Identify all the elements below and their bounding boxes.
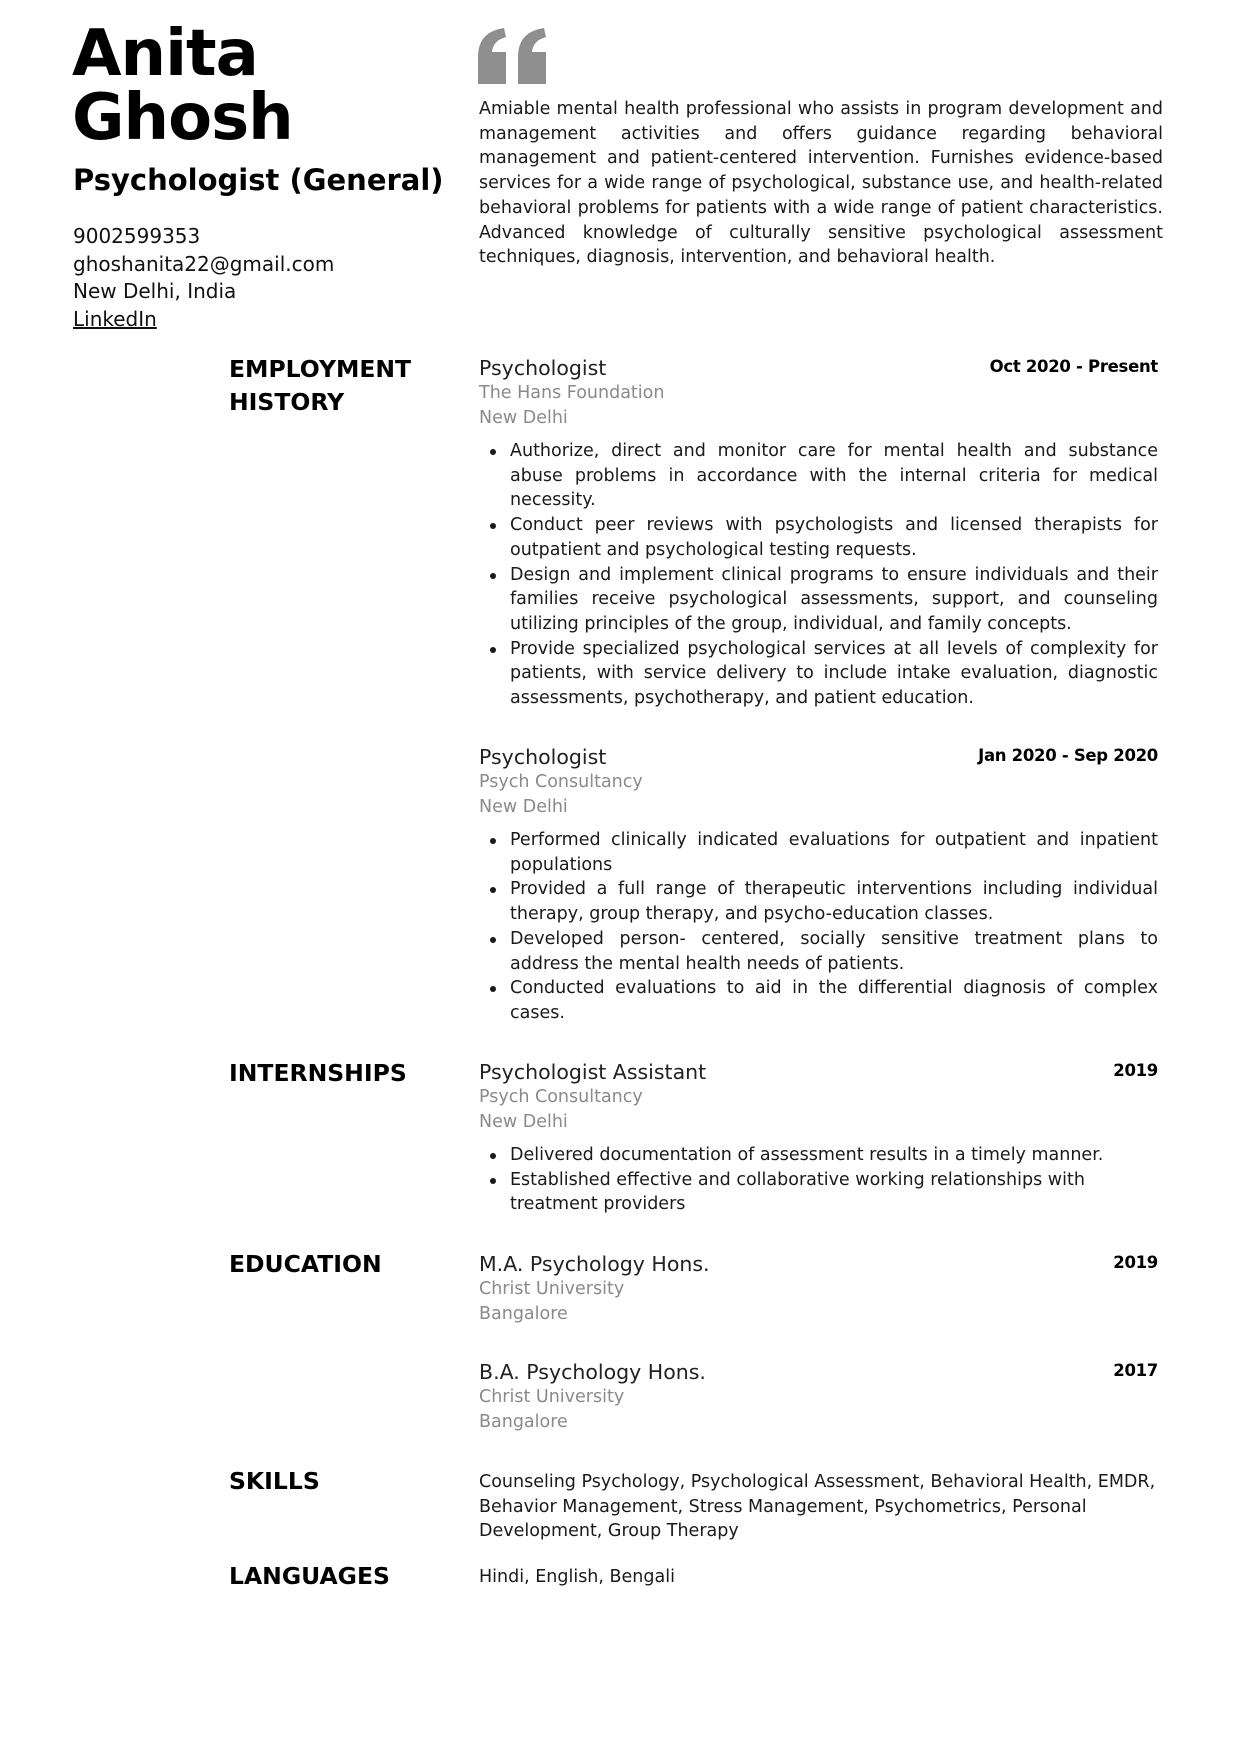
- contact-info: [73, 223, 334, 333]
- job-responsibilities: [479, 828, 1158, 1026]
- candidate-name: [72, 17, 293, 155]
- list-item: Design and implement clinical programs to ensure individuals and their families receive psychological assessments, support, and counseling utilizing principles of the group, individual, and family concepts.: [479, 563, 1158, 637]
- education-section-title: EDUCATION: [229, 1250, 382, 1278]
- home-location: New Delhi, India: [73, 279, 237, 303]
- school-name: Christ University: [479, 1279, 625, 1299]
- degree-name: B.A. Psychology Hons.: [479, 1360, 706, 1384]
- first-name: Anita: [72, 17, 258, 91]
- internship-location: New Delhi: [479, 1111, 568, 1132]
- list-item: Established effective and collaborative working relationships with treatment providers: [479, 1168, 1158, 1217]
- company-name: Psych Consultancy: [479, 772, 643, 792]
- list-item: Provided a full range of therapeutic interventions including individual therapy, group therapy, and psycho-education classes.: [479, 877, 1158, 926]
- internship-date: 2019: [1113, 1061, 1158, 1080]
- employment-entry: [479, 744, 1158, 1026]
- languages-list: Hindi, English, Bengali: [479, 1567, 675, 1587]
- company-name: The Hans Foundation: [479, 383, 665, 403]
- degree-name: M.A. Psychology Hons.: [479, 1252, 710, 1276]
- list-item: Performed clinically indicated evaluations for outpatient and inpatient populations: [479, 828, 1158, 877]
- email-address: ghoshanita22@gmail.com: [73, 251, 335, 276]
- linkedin-link[interactable]: LinkedIn: [73, 306, 157, 331]
- skills-list: Counseling Psychology, Psychological Assessment, Behavioral Health, EMDR, Behavior Management, Stress Management, Psychometrics, Personal Development, Group Therapy: [479, 1472, 1156, 1542]
- quote-icon: [476, 28, 552, 84]
- job-dates: Oct 2020 - Present: [989, 357, 1158, 376]
- school-name: Christ University: [479, 1387, 625, 1407]
- education-entry: [479, 1359, 1158, 1434]
- list-item: Authorize, direct and monitor care for mental health and substance abuse problems in accordance with the internal criteria for medical necessity.: [479, 439, 1158, 513]
- graduation-year: 2019: [1113, 1253, 1158, 1272]
- phone-number: 9002599353: [73, 224, 201, 248]
- graduation-year: 2017: [1113, 1361, 1158, 1380]
- list-item: Conduct peer reviews with psychologists and licensed therapists for outpatient and psychological testing requests.: [479, 513, 1158, 562]
- internship-position: Psychologist Assistant: [479, 1060, 707, 1084]
- employment-title-line1: EMPLOYMENT: [229, 355, 412, 383]
- last-name: Ghosh: [72, 81, 293, 155]
- education-entry: [479, 1251, 1158, 1326]
- job-position: Psychologist: [479, 356, 607, 380]
- list-item: Provide specialized psychological services at all levels of complexity for patients, with service delivery to include intake evaluation, diagnostic assessments, psychotherapy, and patient education.: [479, 637, 1158, 711]
- profile-summary: Amiable mental health professional who assists in program development and management activities and offers guidance regarding behavioral management and patient-centered intervention. Furnishes evidence-based services for a wide range of psychological, substance use, and health-related behavioral problems for patients with a wide range of patient characteristics. Advanced knowledge of culturally sensitive psychological assessment techniques, diagnosis, intervention, and behavioral health.: [479, 99, 1163, 268]
- job-location: New Delhi: [479, 407, 568, 428]
- job-responsibilities: [479, 439, 1158, 711]
- list-item: Conducted evaluations to aid in the differential diagnosis of complex cases.: [479, 976, 1158, 1025]
- job-title: Psychologist (General): [73, 163, 444, 197]
- job-location: New Delhi: [479, 796, 568, 817]
- job-dates: Jan 2020 - Sep 2020: [978, 746, 1158, 765]
- employment-entry: [479, 355, 1158, 711]
- employment-section-title: [229, 353, 411, 419]
- employment-title-line2: HISTORY: [229, 388, 345, 416]
- languages-section-title: LANGUAGES: [229, 1562, 390, 1590]
- internship-responsibilities: [479, 1143, 1158, 1217]
- company-name: Psych Consultancy: [479, 1087, 643, 1107]
- list-item: Delivered documentation of assessment results in a timely manner.: [479, 1143, 1158, 1168]
- skills-section-title: SKILLS: [229, 1467, 320, 1495]
- internships-section-title: INTERNSHIPS: [229, 1059, 407, 1087]
- job-position: Psychologist: [479, 745, 607, 769]
- internship-entry: [479, 1059, 1158, 1217]
- school-location: Bangalore: [479, 1411, 568, 1432]
- list-item: Developed person- centered, socially sensitive treatment plans to address the mental health needs of patients.: [479, 927, 1158, 976]
- school-location: Bangalore: [479, 1303, 568, 1324]
